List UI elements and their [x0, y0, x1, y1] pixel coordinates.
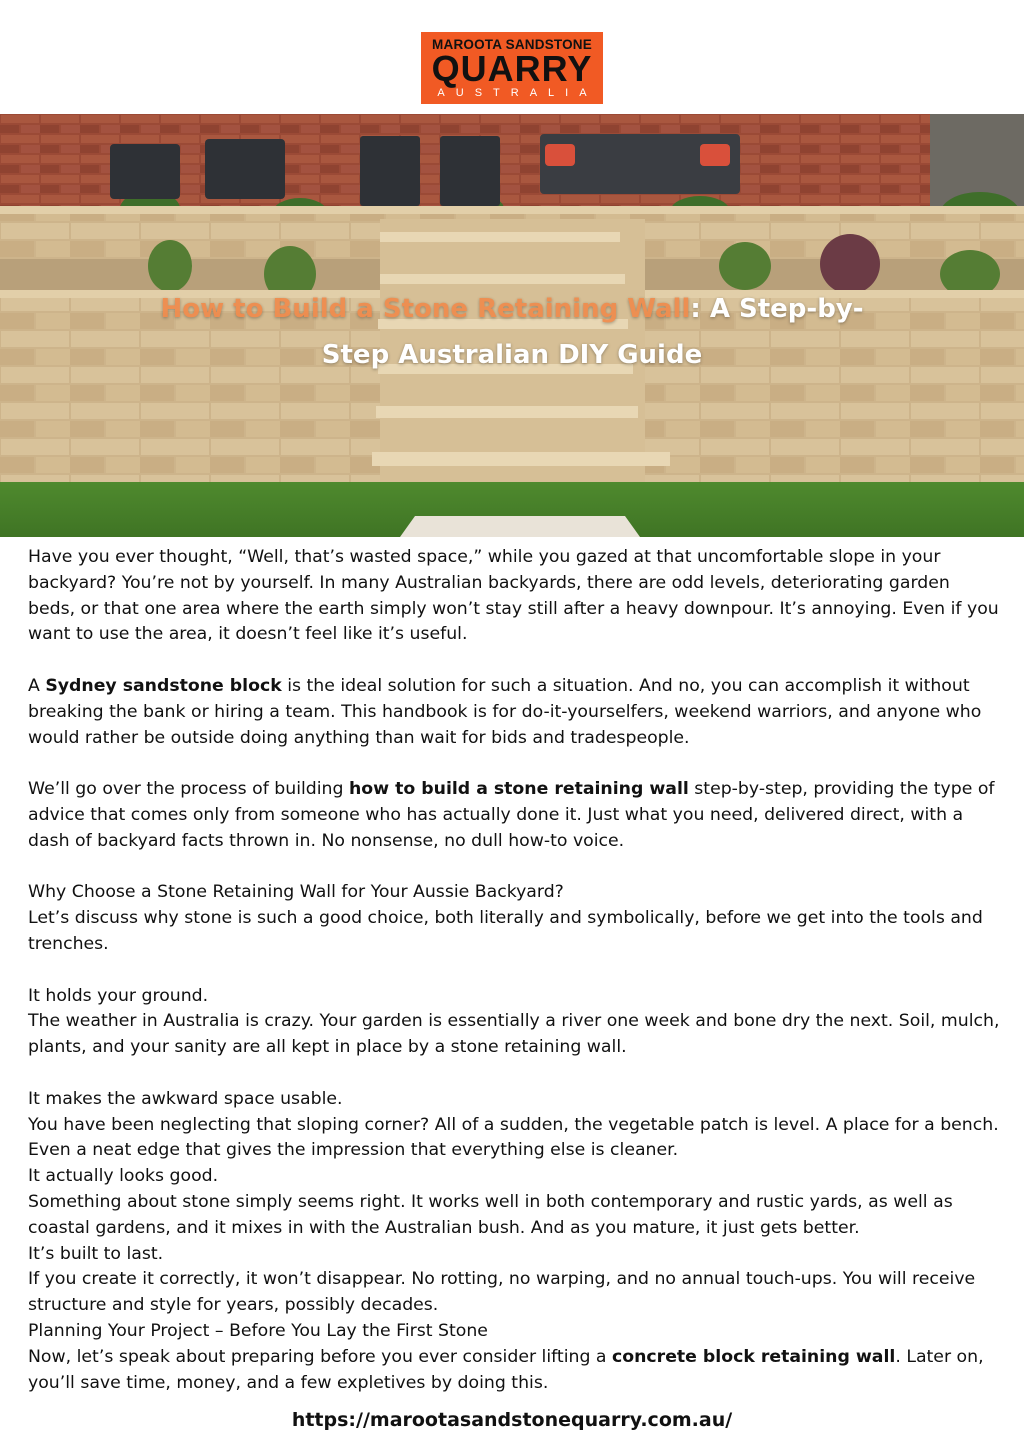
text-span: . Later on, you’ll save time, money, and a few expletives by doing this.	[28, 1346, 984, 1393]
paragraph-intro: Have you ever thought, “Well, that’s wasted space,” while you gazed at that uncomfortable slope in your backyard? You’re not by yourself. In many Australian backyards, there are odd levels, deteriorating garden beds, or that one area where the earth simply won’t stay still after a heavy downpour. It’s annoying. Even if you want to use the area, it doesn’t feel like it’s useful.	[28, 547, 999, 645]
heading-why-choose: Why Choose a Stone Retaining Wall for Your Aussie Backyard?	[28, 882, 564, 903]
paragraph-sloping-corner: You have been neglecting that sloping corner? All of a sudden, the vegetable patch is level. A place for a bench. Even a neat edge that gives the impression that everything else is cleaner.	[28, 1114, 999, 1161]
link-concrete-block-wall[interactable]: concrete block retaining wall	[612, 1346, 896, 1367]
hero-image	[0, 114, 1024, 537]
company-logo	[421, 32, 603, 104]
heading-planning: Planning Your Project – Before You Lay the First Stone	[28, 1320, 488, 1341]
hero-title-rest: : A Step-by-	[690, 294, 864, 324]
article-body	[28, 545, 1000, 1396]
hero-title-line2: Step Australian DIY Guide	[321, 340, 703, 370]
heading-holds-ground: It holds your ground.	[28, 985, 209, 1006]
heading-usable-space: It makes the awkward space usable.	[28, 1088, 343, 1109]
paragraph-weather: The weather in Australia is crazy. Your garden is essentially a river one week and bone dry the next. Soil, mulch, plants, and your sanity are all kept in place by a stone retaining wall.	[28, 1011, 1000, 1058]
paragraph-preparing	[28, 1345, 1000, 1397]
footer-url-link[interactable]: https://marootasandstonequarry.com.au/	[291, 1409, 733, 1431]
link-sydney-sandstone-block[interactable]: Sydney sandstone block	[45, 675, 282, 696]
link-retaining-wall[interactable]: how to build a stone retaining wall	[348, 779, 689, 800]
paragraph-stone-right: Something about stone simply seems right. It works well in both contemporary and rustic yards, as well as coastal gardens, and it mixes in with the Australian bush. And as you mature, it just gets better.	[28, 1191, 953, 1238]
paragraph-structure: If you create it correctly, it won’t disappear. No rotting, no warping, and no annual touch-ups. You will receive structure and style for years, possibly decades.	[28, 1269, 976, 1316]
logo-line-2: QUARRY	[431, 48, 593, 89]
hero-title-accent: How to Build a Stone Retaining Wall	[160, 294, 691, 324]
text-span: is the ideal solution for such a situation. And no, you can accomplish it without breaking the bank or hiring a team. This handbook is for do-it-yourselfers, weekend warriors, and anyone who would rather be outside doing anything than wait for bids and tradespeople.	[28, 675, 982, 748]
hero-title	[0, 286, 1024, 378]
logo-line-3: AUSTRALIA	[437, 87, 598, 99]
text-span: Now, let’s speak about preparing before you ever consider lifting a	[28, 1346, 613, 1367]
text-span: step-by-step, providing the type of advice that comes only from someone who has actually done it. Just what you need, delivered direct, with a dash of backyard facts thrown in. No nonsense, no dull how-to voice.	[28, 779, 995, 851]
heading-built-to-last: It’s built to last.	[28, 1243, 164, 1264]
paragraph-sandstone	[28, 674, 1000, 751]
text-span: We’ll go over the process of building	[28, 779, 349, 800]
text-span: A	[28, 675, 46, 696]
logo-line-1: MAROOTA SANDSTONE	[432, 37, 592, 52]
paragraph-process	[28, 777, 1000, 854]
heading-looks-good: It actually looks good.	[28, 1166, 219, 1187]
paragraph-why-stone: Let’s discuss why stone is such a good choice, both literally and symbolically, before we get into the tools and trenches.	[28, 908, 983, 954]
